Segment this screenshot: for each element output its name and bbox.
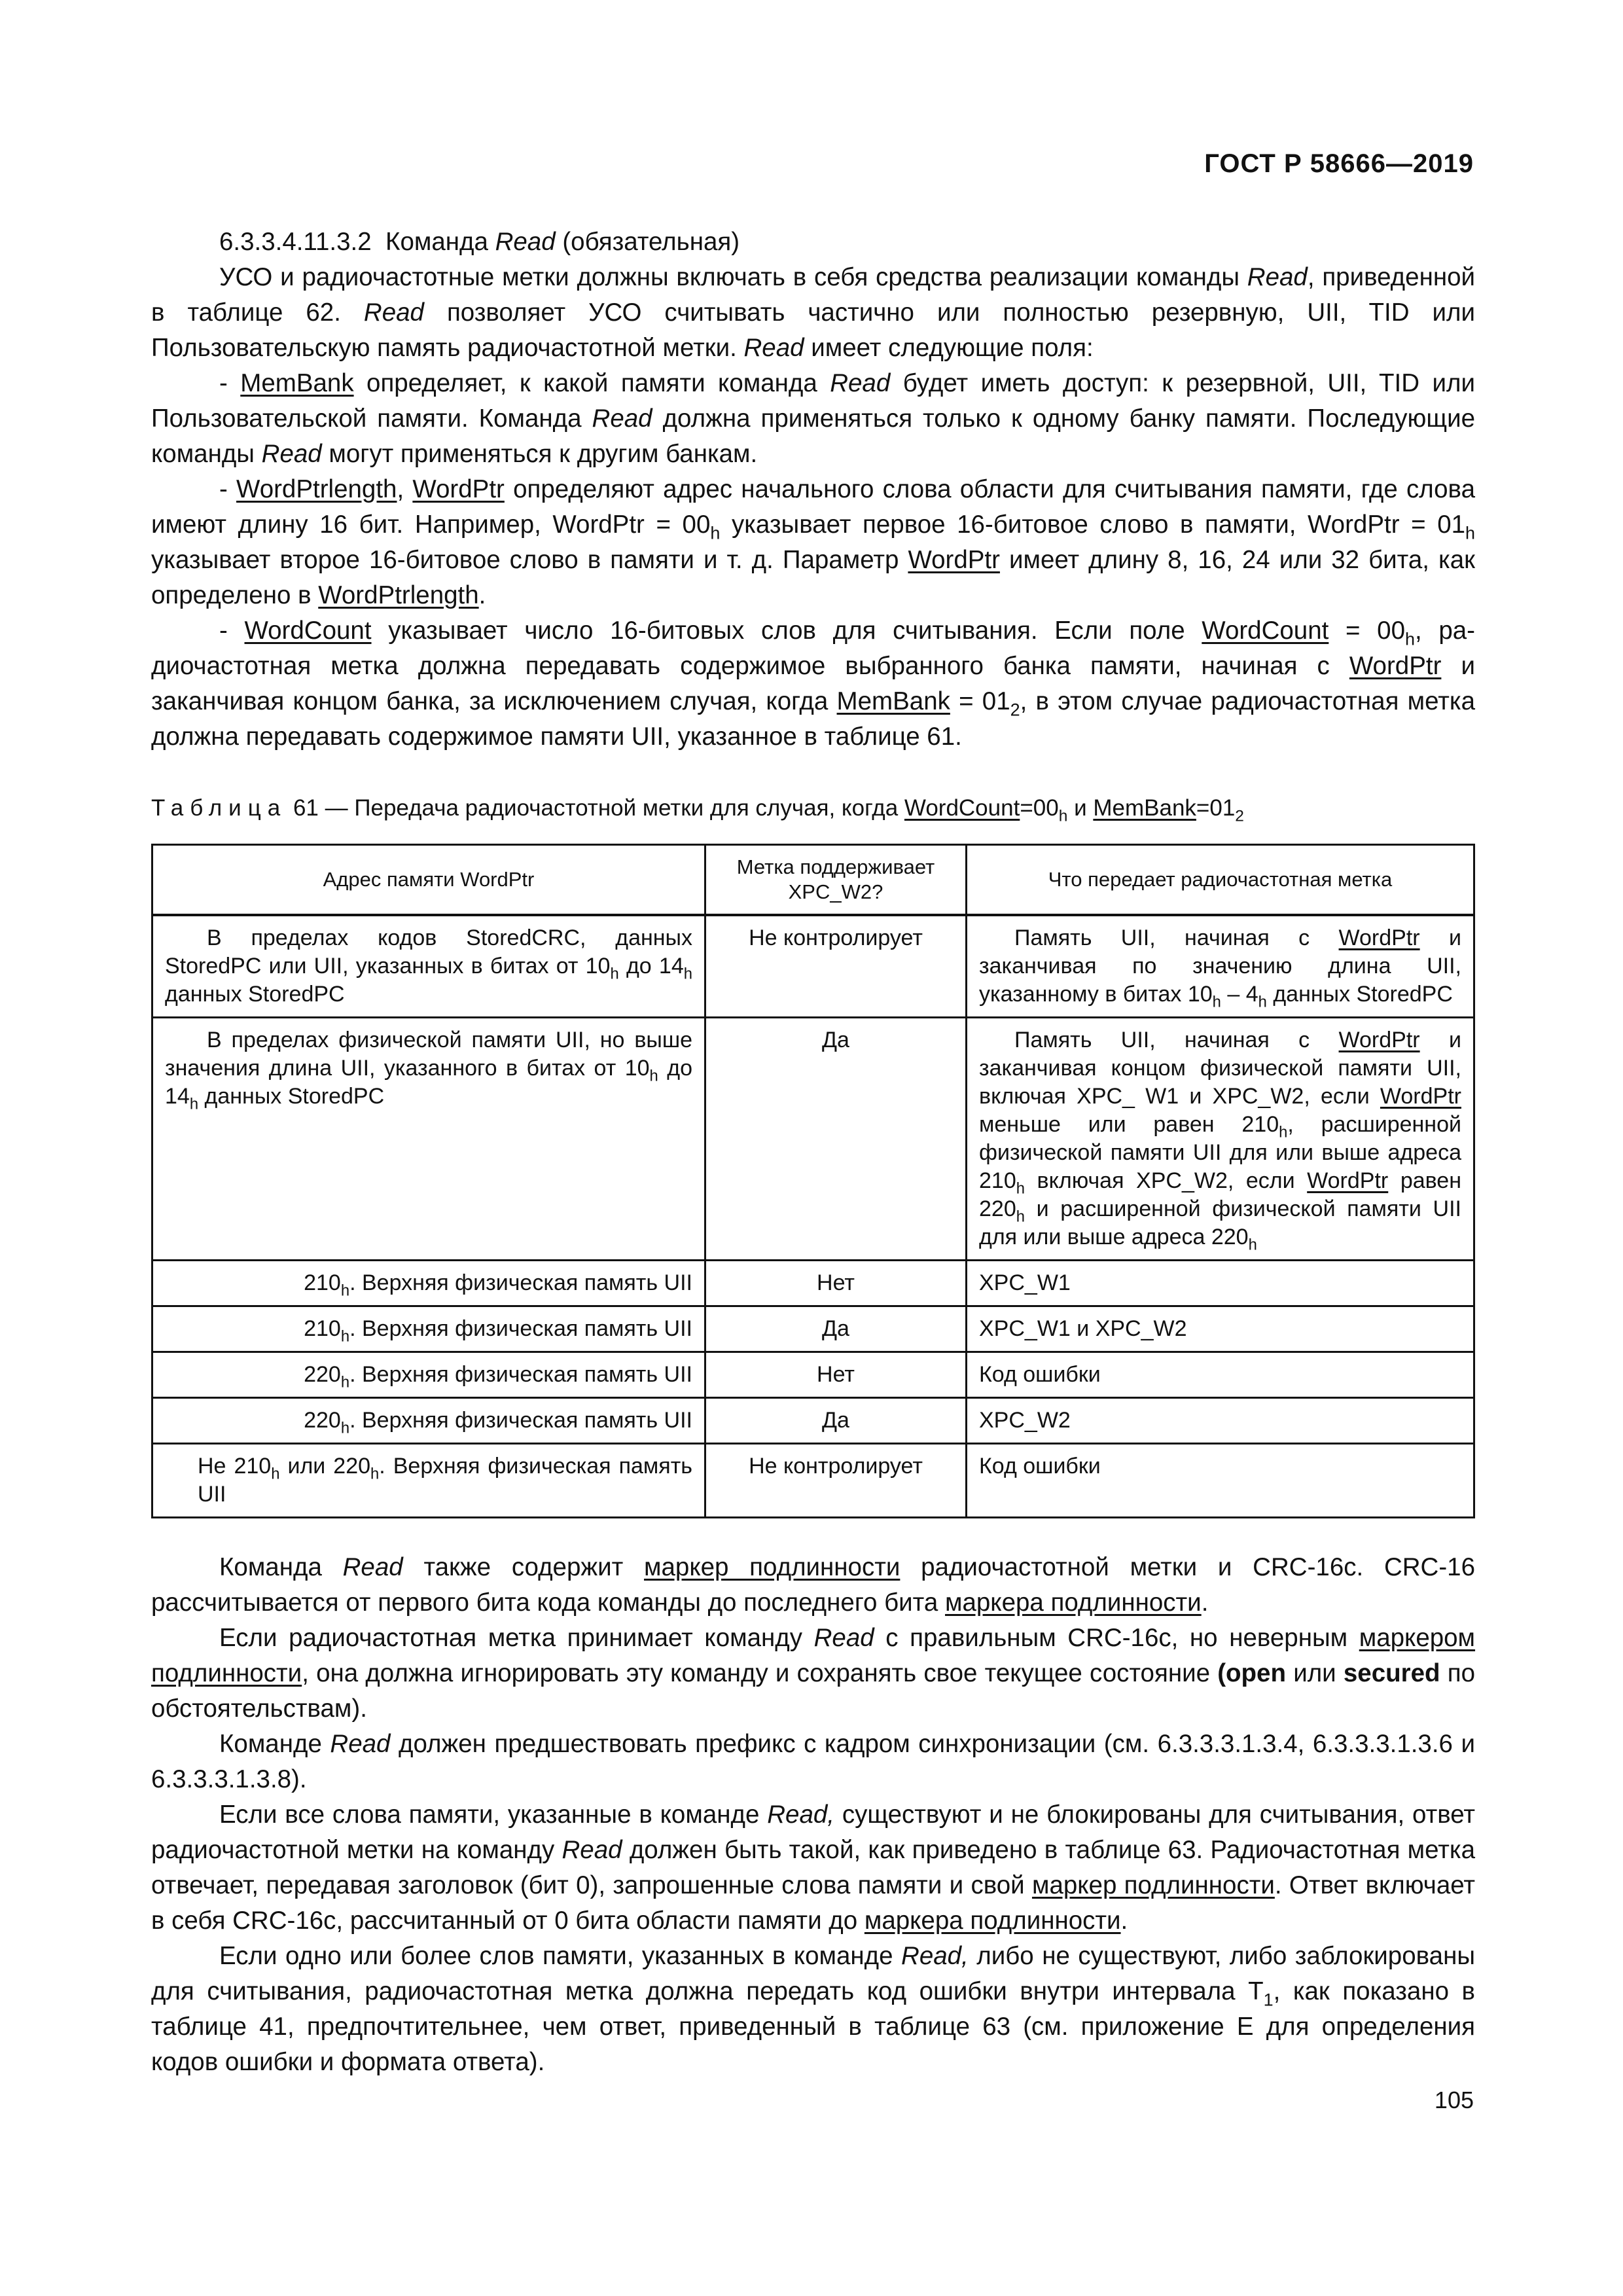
cell-output: XPC_W2 xyxy=(967,1398,1474,1444)
table-caption: Таблица 61 — Передача радиочастотной метки для случая, когда $WordCount=00_h$ и $MemBank=01_2$ xyxy=(151,795,1244,825)
bullet-wordcount: - WordCount указывает число 16-битовых слов для считывания. Если поле WordCount = $00_h$, радиочастотная метка должна передавать содержимое выбранного банка памяти, начиная с WordPtr и заканчивая концом банка, за исключением случая, когда MemBank = $01_2$, в этом случае радиочастотная метка должна передавать содержимое памяти UII, указанное в таблице 61. xyxy=(151,617,1475,751)
section-heading: 6.3.3.4.11.3.2 Команда Read (обязательная) xyxy=(219,228,740,256)
cell-address: $210_h$. Верхняя физическая память UII xyxy=(152,1306,705,1352)
intro-paragraph: УСО и радиочастотные метки должны включать в себя средства реализации команды Read, приведенной в таблице 62. Read позволяет УСО считывать частично или полностью резервную, UII, TID или Пользовательскую память радиочастотной метки. Read имеет следующие поля: xyxy=(151,263,1476,362)
table-row xyxy=(152,1018,1474,1261)
cell-support: Да xyxy=(705,1306,967,1352)
bullet-membank: - MemBank определяет, к какой памяти команда Read будет иметь доступ: к резервной, UII, TID или Пользовательской памяти. Команда Read должна применяться только к одному банку памяти. Последующие команды Read могут применяться к другим банкам. xyxy=(151,369,1475,468)
table-row xyxy=(152,1306,1474,1352)
page-number: 105 xyxy=(1434,2087,1474,2113)
table-row xyxy=(152,1261,1474,1306)
paragraph: Команде Read должен предшествовать префикс с кадром синхронизации (см. 6.3.3.3.1.3.4, 6.3.3.3.1.3.6 и 6.3.3.3.1.3.8). xyxy=(151,1730,1475,1793)
col-header-xpc-support: Метка поддерживает XPC_W2? xyxy=(705,845,967,916)
cell-support: Не контролирует xyxy=(705,915,967,1018)
cell-support: Да xyxy=(705,1018,967,1261)
cell-address: В пределах кодов StoredCRC, данных StoredPC или UII, указанных в битах от $10_h$ до $14_h$ данных StoredPC xyxy=(152,915,705,1018)
cell-support: Нет xyxy=(705,1352,967,1398)
cell-address: $220_h$. Верхняя физическая память UII xyxy=(152,1352,705,1398)
table-row xyxy=(152,1398,1474,1444)
cell-address: Не $210_h$ или $220_h$. Верхняя физическая память UII xyxy=(152,1444,705,1518)
col-header-output: Что передает радиочастотная метка xyxy=(967,845,1474,916)
page-content xyxy=(151,224,1475,2080)
document-header: ГОСТ Р 58666—2019 xyxy=(1204,149,1474,178)
cell-support: Не контролирует xyxy=(705,1444,967,1518)
cell-address: $210_h$. Верхняя физическая память UII xyxy=(152,1261,705,1306)
cell-output: XPC_W1 xyxy=(967,1261,1474,1306)
paragraph: Если все слова памяти, указанные в команде Read, существуют и не блокированы для считывания, ответ радиочастотной метки на команду Read должен быть такой, как приведено в таблице 63. Радиочастотная метка отвечает, передавая заголовок (бит 0), запрошенные слова памяти и свой маркер подлинности. Ответ включает в себя CRC-16с, рассчитанный от 0 бита области памяти до маркера подлинности. xyxy=(151,1801,1476,1935)
cell-output: Код ошибки xyxy=(967,1444,1474,1518)
col-header-address: Адрес памяти WordPtr xyxy=(152,845,705,916)
table-row xyxy=(152,1352,1474,1398)
cell-output: Код ошибки xyxy=(967,1352,1474,1398)
cell-output: XPC_W1 и XPC_W2 xyxy=(967,1306,1474,1352)
transfer-table xyxy=(151,844,1475,1518)
bullet-wordptr: - WordPtrlength, WordPtr определяют адрес начального слова области для считывания памяти, где слова имеют длину 16 бит. Например, WordPtr = $00_h$ указывает первое 16-битовое слово в памяти, WordPtr = $01_h$ указывает второе 16-битовое слово в памяти и т. д. Параметр WordPtr имеет длину 8, 16, 24 или 32 бита, как определено в WordPtrlength. xyxy=(151,475,1476,609)
cell-output: Память UII, начиная с WordPtr и заканчивая концом физической памяти UII, включая XPC_ W1 и XPC_W2, если WordPtr меньше или равен $210_h$, расширенной физической памяти UII для или выше адреса $210_h$ включая XPC_W2, если WordPtr равен $220_h$ и расширенной физической памяти UII для или выше адреса $220_h$ xyxy=(967,1018,1474,1261)
table-row xyxy=(152,1444,1474,1518)
paragraph: Если радиочастотная метка принимает команду Read с правильным CRC-16с, но неверным маркером подлинности, она должна игнорировать эту команду и сохранять свое текущее состояние (open или secured по обстоятельствам). xyxy=(151,1624,1476,1723)
cell-address: $220_h$. Верхняя физическая память UII xyxy=(152,1398,705,1444)
membank-term: MemBank xyxy=(240,369,354,397)
paragraph: Если одно или более слов памяти, указанных в команде Read, либо не существуют, либо заблокированы для считывания, радиочастотная метка должна передать код ошибки внутри интервала $T_1$, как показано в таблице 41, предпочтительнее, чем ответ, приведенный в таблице 63 (см. приложение E для определения кодов ошибки и формата ответа). xyxy=(151,1942,1475,2076)
cell-output: Память UII, начиная с WordPtr и заканчивая по значению длина UII, указанному в битах $10_h - 4_h$ данных StoredPC xyxy=(967,915,1474,1018)
cell-address: В пределах физической памяти UII, но выше значения длина UII, указанного в битах от $10_h$ до $14_h$ данных StoredPC xyxy=(152,1018,705,1261)
cell-support: Нет xyxy=(705,1261,967,1306)
table-header-row xyxy=(152,845,1474,916)
paragraph: Команда Read также содержит маркер подлинности радиочастотной метки и CRC-16с. CRC-16 рассчитывается от первого бита кода команды до последнего бита маркера подлинности. xyxy=(151,1553,1476,1617)
cell-support: Да xyxy=(705,1398,967,1444)
post-table-text xyxy=(151,1550,1475,2080)
table-row xyxy=(152,915,1474,1018)
